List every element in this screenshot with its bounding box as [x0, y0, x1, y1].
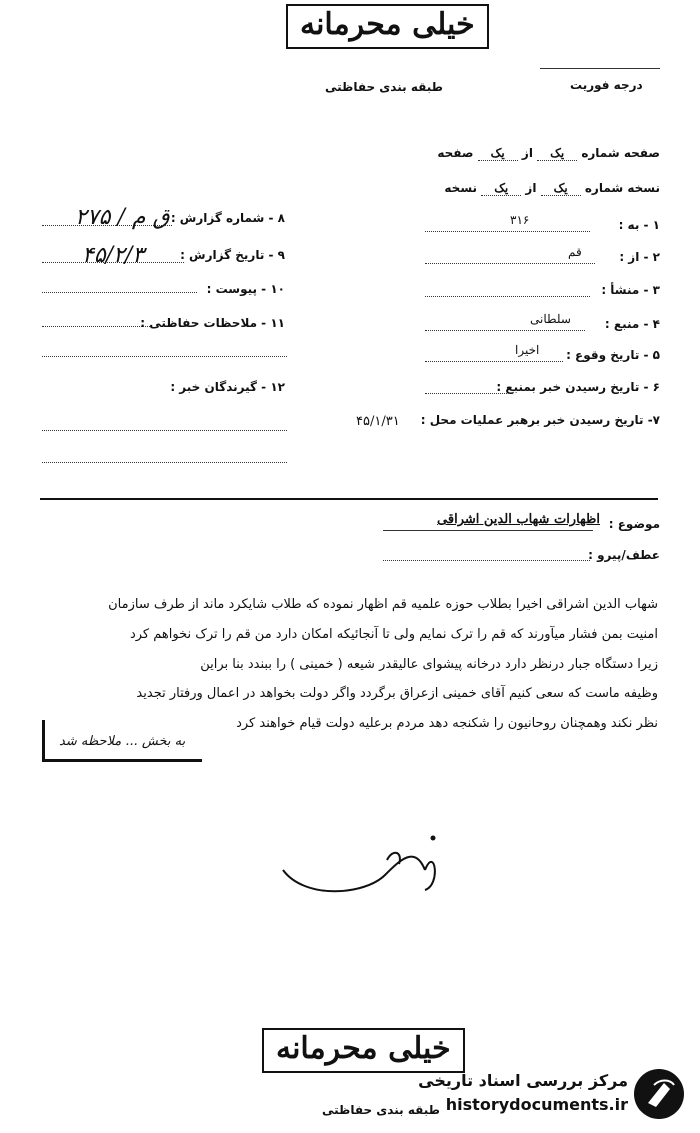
body-line-3: زیرا دستگاه جبار درنظر دارد درخانه پیشوای عالیقدر شیعه ( خمینی ) را ببندد بنا براین — [200, 657, 658, 672]
classification-stamp-top: خیلی محرمانه — [286, 4, 489, 49]
field-6-label: ۶ - تاریخ رسیدن خبر بمنبع : — [496, 380, 660, 394]
copy-total: یک — [481, 181, 521, 196]
page-mid: از — [521, 146, 533, 160]
copy-mid: از — [525, 181, 537, 195]
reference-line — [383, 560, 590, 561]
field-8-value: ۲۷۵ / ق م — [75, 205, 170, 230]
watermark-logo-icon — [634, 1069, 684, 1119]
field-1-label: ۱ - به : — [618, 218, 660, 232]
field-5-line — [425, 361, 563, 362]
classification-stamp-bottom: خیلی محرمانه — [262, 1028, 465, 1073]
watermark-org: مرکز بررسی اسناد تاریخی — [418, 1071, 628, 1090]
field-5-label: ۵ - تاریخ وقوع : — [566, 348, 660, 362]
field-1-line — [425, 231, 590, 232]
field-12-line-1 — [42, 430, 287, 431]
urgency-line — [540, 68, 660, 69]
subject-label: موضوع : — [608, 517, 660, 531]
subject-line — [383, 530, 593, 531]
page-number-row — [420, 146, 660, 161]
body-line-5: نظر نکند وهمچنان روحانیون را شکنجه دهد مردم برعلیه دولت قیام خواهند کرد — [236, 716, 658, 731]
field-2-value: قم — [568, 245, 582, 259]
field-11-line — [42, 326, 150, 327]
field-7-value: ۴۵/۱/۳۱ — [356, 414, 400, 429]
field-4-label: ۴ - منبع : — [604, 317, 660, 331]
field-3-line — [425, 296, 590, 297]
body-line-1: شهاب الدین اشراقی اخیرا بطلاب حوزه علمیه قم اظهار نموده که طلاب شایکرد ماند از طرف سازمان — [108, 597, 658, 612]
urgency-label: درجه فوریت — [570, 78, 643, 92]
signature — [275, 830, 475, 910]
page-suffix: صفحه — [437, 146, 474, 160]
field-9-label: ۹ - تاریخ گزارش : — [180, 248, 285, 262]
body-line-4: وظیفه ماست که سعی کنیم آقای خمینی ازعراق برگردد واگر دولت بخواهد در اعمال ورفتار تجدید — [136, 686, 658, 701]
field-6-line — [425, 393, 507, 394]
field-12-line-2 — [42, 462, 287, 463]
field-11-label: ۱۱ - ملاحظات حفاظتی : — [140, 316, 285, 330]
field-2-label: ۲ - از : — [619, 250, 660, 264]
page-prefix: صفحه شماره — [581, 146, 660, 160]
field-11-line-2 — [42, 356, 287, 357]
subject-value: اظهارات شهاب الدین اشراقی — [437, 512, 600, 527]
watermark-site: historydocuments.ir — [445, 1095, 628, 1114]
classification-label-top: طبقه بندی حفاظتی — [325, 80, 443, 94]
field-4-line — [425, 330, 585, 331]
copy-number-row — [420, 181, 660, 196]
field-9-value: ۴۵/۲/۳ — [82, 243, 145, 268]
field-8-label: ۸ - شماره گزارش : — [170, 211, 285, 225]
copy-suffix: نسخه — [444, 181, 478, 195]
field-1-value: ۳۱۶ — [510, 213, 530, 227]
field-2-line — [425, 263, 595, 264]
page-total: یک — [478, 146, 518, 161]
copy-num: یک — [541, 181, 581, 196]
field-4-value: سلطانی — [530, 312, 571, 326]
field-5-value: اخیرا — [515, 343, 540, 357]
copy-prefix: نسخه شماره — [584, 181, 660, 195]
field-10-label: ۱۰ - پیوست : — [206, 282, 285, 296]
page-num: یک — [537, 146, 577, 161]
field-7-label: ۷- تاریخ رسیدن خبر برهبر عملیات محل : — [420, 413, 660, 427]
field-12-label: ۱۲ - گیرندگان خبر : — [170, 380, 285, 394]
field-10-line — [42, 292, 197, 293]
handwritten-annotation: به بخش ... ملاحظه شد — [42, 720, 202, 762]
field-3-label: ۳ - منشأ : — [601, 283, 660, 297]
classification-label-bottom: طبقه بندی حفاظتی — [322, 1103, 440, 1117]
body-line-2: امنیت بمن فشار میآورند که قم را ترک نمایم ولی تا آنجائیکه امکان دارد من قم را ترک نخواهم کرد — [129, 627, 658, 642]
header-divider — [40, 498, 658, 500]
reference-label: عطف/پیرو : — [588, 548, 660, 562]
watermark — [420, 1063, 690, 1128]
